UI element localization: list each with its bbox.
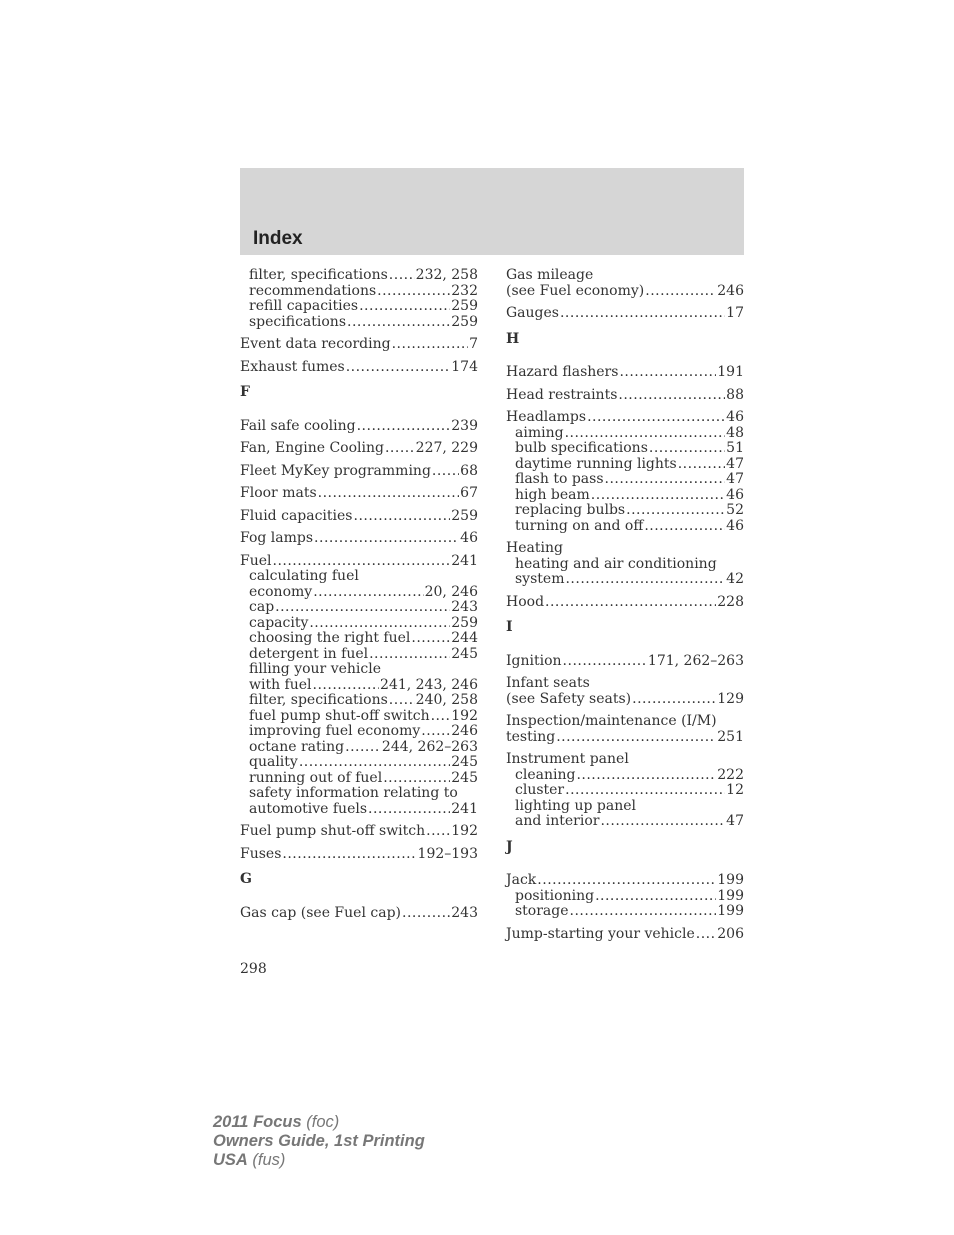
footer xyxy=(213,1113,425,1170)
index-subentry xyxy=(240,771,478,787)
index-term xyxy=(506,692,744,708)
entry-text: bulb specifications xyxy=(515,440,648,456)
entry-text: Event data recording xyxy=(240,336,391,352)
entry-text: Jump-starting your vehicle xyxy=(506,925,695,942)
index-subentry xyxy=(240,299,478,315)
dot-leader xyxy=(432,464,459,480)
index-term xyxy=(506,730,744,746)
page-reference: 192 xyxy=(451,823,478,839)
dot-leader xyxy=(431,709,451,725)
index-entry xyxy=(506,268,744,299)
entry-text: quality xyxy=(249,754,298,770)
entry-text: Headlamps xyxy=(506,409,587,425)
index-subentry xyxy=(240,755,478,771)
index-term xyxy=(506,873,744,889)
dot-leader xyxy=(385,441,415,457)
entry-text: (see Safety seats) xyxy=(506,690,632,707)
entry-text: Fuses xyxy=(240,845,282,862)
entry-text: economy xyxy=(249,583,313,600)
page-reference: 52 xyxy=(726,502,744,518)
index-term xyxy=(506,654,744,670)
dot-leader xyxy=(346,360,451,376)
index-term xyxy=(240,441,478,457)
index-term xyxy=(506,541,744,557)
page-reference: 174 xyxy=(451,358,478,375)
dot-leader xyxy=(632,692,716,708)
index-subentry xyxy=(240,802,478,818)
dot-leader xyxy=(591,488,725,504)
index-subentry xyxy=(506,503,744,519)
dot-leader xyxy=(576,768,716,784)
dot-leader xyxy=(678,457,725,473)
index-term xyxy=(506,595,744,611)
entry-text: daytime running lights xyxy=(515,455,677,472)
index-subentry xyxy=(240,740,478,756)
dot-leader xyxy=(299,755,450,771)
index-term xyxy=(240,509,478,525)
page-reference: 42 xyxy=(726,571,744,587)
index-subentry xyxy=(506,572,744,588)
dot-leader xyxy=(354,509,451,525)
index-entry xyxy=(240,554,478,818)
dot-leader xyxy=(282,847,416,863)
entry-text: Inspection/maintenance (I/M) xyxy=(506,713,717,729)
dot-leader xyxy=(426,824,450,840)
index-term xyxy=(506,306,744,322)
entry-text: filter, specifications xyxy=(249,692,388,708)
page-reference: 47 xyxy=(726,455,744,472)
entry-text: Exhaust fumes xyxy=(240,358,345,375)
index-entry xyxy=(506,676,744,707)
page-reference: 46 xyxy=(726,517,744,534)
entry-text: lighting up panel xyxy=(515,797,636,814)
index-term xyxy=(506,365,744,381)
page-reference: 244, 262–263 xyxy=(381,738,478,755)
entry-text: Head restraints xyxy=(506,386,618,403)
dot-leader xyxy=(560,306,725,322)
entry-text: Infant seats xyxy=(506,675,590,691)
index-subentry xyxy=(240,600,478,616)
entry-text: octane rating xyxy=(249,738,345,755)
index-entry xyxy=(240,268,478,330)
page-reference: 241 xyxy=(451,800,478,817)
index-subentry xyxy=(240,647,478,663)
entry-text: specifications xyxy=(249,313,347,330)
entry-text: calculating fuel xyxy=(249,568,359,584)
entry-text: Fleet MyKey programming xyxy=(240,462,431,479)
page-reference: 47 xyxy=(726,471,744,487)
page-reference: 199 xyxy=(717,887,744,904)
index-letter-heading: J xyxy=(506,838,513,855)
dot-leader xyxy=(556,730,716,746)
entry-text: positioning xyxy=(515,887,595,904)
page-reference: 12 xyxy=(726,782,744,798)
entry-text: heating and air conditioning xyxy=(515,555,717,572)
index-term xyxy=(240,360,478,376)
dot-leader xyxy=(273,554,451,570)
index-subentry xyxy=(240,709,478,725)
entry-text: turning on and off xyxy=(515,517,644,534)
index-entry xyxy=(240,847,478,863)
dot-leader xyxy=(570,904,717,920)
index-subentry xyxy=(240,724,478,740)
dot-leader xyxy=(600,814,725,830)
dot-leader xyxy=(313,585,423,601)
dot-leader xyxy=(565,572,725,588)
index-column-left xyxy=(240,268,478,928)
page-reference: 245 xyxy=(451,769,478,786)
dot-leader xyxy=(357,419,451,435)
entry-text: Floor mats xyxy=(240,485,317,501)
page-reference: 192–193 xyxy=(417,845,478,862)
index-subentry xyxy=(240,616,478,632)
entry-text: Jack xyxy=(506,872,537,888)
dot-leader xyxy=(563,654,647,670)
entry-text: recommendations xyxy=(249,282,377,299)
index-subentry xyxy=(506,768,744,784)
page-reference: 246 xyxy=(717,282,744,299)
page-reference: 259 xyxy=(451,507,478,524)
entry-text: with fuel xyxy=(249,676,312,693)
page-reference: 241, 243, 246 xyxy=(380,676,478,693)
dot-leader xyxy=(565,426,726,442)
index-column-right xyxy=(506,268,744,949)
entry-text: Fan, Engine Cooling xyxy=(240,440,384,456)
index-term xyxy=(240,554,478,570)
dot-leader xyxy=(644,519,725,535)
dot-leader xyxy=(359,299,450,315)
entry-text: Fail safe cooling xyxy=(240,417,356,434)
index-entry xyxy=(240,464,478,480)
page-reference: 88 xyxy=(726,386,744,403)
entry-text: capacity xyxy=(249,614,309,631)
index-entry xyxy=(240,509,478,525)
dot-leader xyxy=(545,595,716,611)
dot-leader xyxy=(537,873,716,889)
entry-text: and interior xyxy=(515,813,600,829)
entry-text: Hazard flashers xyxy=(506,364,619,380)
entry-text: Instrument panel xyxy=(506,751,629,767)
entry-text: cap xyxy=(249,599,275,615)
dot-leader xyxy=(605,472,726,488)
index-term xyxy=(240,464,478,480)
index-subentry xyxy=(506,519,744,535)
page-reference: 199 xyxy=(717,903,744,919)
index-entry xyxy=(506,541,744,588)
index-term xyxy=(506,388,744,404)
page-reference: 129 xyxy=(717,690,744,707)
dot-leader xyxy=(618,388,725,404)
dot-leader xyxy=(345,740,381,756)
page-reference: 17 xyxy=(726,305,744,321)
dot-leader xyxy=(383,771,450,787)
page-reference: 191 xyxy=(717,364,744,380)
page-reference: 246 xyxy=(451,723,478,739)
index-term xyxy=(506,284,744,300)
index-term xyxy=(506,927,744,943)
page-reference: 259 xyxy=(451,313,478,330)
entry-text: Fuel xyxy=(240,552,272,569)
footer-region: USA xyxy=(213,1151,248,1169)
entry-text: aiming xyxy=(515,424,564,441)
page-reference: 245 xyxy=(451,754,478,770)
page-reference: 222 xyxy=(717,766,744,783)
index-entry xyxy=(506,595,744,611)
entry-text: system xyxy=(515,571,565,587)
dot-leader xyxy=(347,315,450,331)
page-reference: 48 xyxy=(726,424,744,441)
index-subentry xyxy=(506,557,744,573)
entry-text: filling your vehicle xyxy=(249,661,381,677)
index-entry xyxy=(240,906,478,922)
index-subentry xyxy=(506,426,744,442)
index-subentry xyxy=(506,783,744,799)
entry-text: replacing bulbs xyxy=(515,502,626,518)
page-reference: 239 xyxy=(451,417,478,434)
entry-text: filter, specifications xyxy=(249,267,388,283)
page-reference: 240, 258 xyxy=(415,692,478,708)
index-subentry xyxy=(506,904,744,920)
index-entry xyxy=(506,927,744,943)
index-entry xyxy=(240,441,478,457)
dot-leader xyxy=(619,365,716,381)
dot-leader xyxy=(389,268,415,284)
index-entry xyxy=(240,360,478,376)
index-entry xyxy=(506,410,744,534)
dot-leader xyxy=(595,889,716,905)
page-reference: 243 xyxy=(451,599,478,615)
dot-leader xyxy=(421,724,450,740)
page-reference: 227, 229 xyxy=(415,440,478,456)
page-reference: 46 xyxy=(460,530,478,546)
page-reference: 232 xyxy=(451,282,478,299)
dot-leader xyxy=(389,693,415,709)
dot-leader xyxy=(369,647,450,663)
entry-text: automotive fuels xyxy=(249,800,368,817)
entry-text: cleaning xyxy=(515,766,576,783)
index-subentry xyxy=(240,585,478,601)
index-entry xyxy=(506,752,744,830)
index-subentry xyxy=(506,488,744,504)
dot-leader xyxy=(275,600,450,616)
index-entry xyxy=(240,486,478,502)
entry-text: Heating xyxy=(506,540,563,556)
index-term xyxy=(506,268,744,284)
entry-text: improving fuel economy xyxy=(249,723,421,739)
page-reference: 171, 262–263 xyxy=(647,652,744,669)
page-reference: 244 xyxy=(451,630,478,646)
index-subentry xyxy=(506,814,744,830)
index-subentry xyxy=(506,889,744,905)
index-term xyxy=(240,486,478,502)
index-entry xyxy=(506,714,744,745)
index-term xyxy=(506,410,744,426)
index-subentry xyxy=(506,472,744,488)
page-reference: 243 xyxy=(451,904,478,921)
index-entry xyxy=(240,824,478,840)
index-entry xyxy=(240,419,478,435)
index-entry xyxy=(506,365,744,381)
footer-model: 2011 Focus xyxy=(213,1113,302,1131)
index-term xyxy=(240,824,478,840)
page-reference: 7 xyxy=(469,336,478,352)
page-reference: 259 xyxy=(451,298,478,314)
index-term xyxy=(506,676,744,692)
index-subentry xyxy=(240,315,478,331)
index-entry xyxy=(240,531,478,547)
dot-leader xyxy=(392,337,468,353)
index-subentry xyxy=(506,441,744,457)
page-reference: 192 xyxy=(451,707,478,724)
index-term xyxy=(240,419,478,435)
entry-text: Fluid capacities xyxy=(240,507,353,524)
index-term xyxy=(240,906,478,922)
entry-text: running out of fuel xyxy=(249,769,383,786)
entry-text: high beam xyxy=(515,486,590,503)
index-entry xyxy=(506,873,744,920)
page-reference: 241 xyxy=(451,552,478,569)
index-term xyxy=(506,714,744,730)
entry-text: fuel pump shut-off switch xyxy=(249,707,430,724)
entry-text: safety information relating to xyxy=(249,785,458,801)
entry-text: storage xyxy=(515,903,569,919)
index-subentry xyxy=(506,799,744,815)
index-term xyxy=(240,847,478,863)
page-reference: 232, 258 xyxy=(415,267,478,283)
index-subentry xyxy=(240,569,478,585)
index-subentry xyxy=(240,678,478,694)
entry-text: Gas cap (see Fuel cap) xyxy=(240,904,401,921)
dot-leader xyxy=(318,486,460,502)
dot-leader xyxy=(309,616,450,632)
index-entry xyxy=(506,654,744,670)
entry-text: (see Fuel economy) xyxy=(506,282,645,299)
footer-guide: Owners Guide, 1st Printing xyxy=(213,1132,425,1150)
index-entry xyxy=(506,306,744,322)
entry-text: Gas mileage xyxy=(506,267,594,283)
entry-text: Hood xyxy=(506,593,545,610)
entry-text: cluster xyxy=(515,782,565,798)
page-reference: 259 xyxy=(451,614,478,631)
entry-text: Ignition xyxy=(506,652,562,669)
index-subentry xyxy=(240,662,478,678)
page-reference: 245 xyxy=(451,645,478,662)
index-letter-heading: F xyxy=(240,384,250,400)
index-term xyxy=(240,337,478,353)
dot-leader xyxy=(626,503,725,519)
dot-leader xyxy=(645,284,716,300)
index-letter-heading: G xyxy=(240,871,252,887)
entry-text: flash to pass xyxy=(515,471,604,487)
dot-leader xyxy=(313,678,380,694)
dot-leader xyxy=(649,441,725,457)
header-band xyxy=(240,168,744,255)
page-title: Index xyxy=(253,228,303,249)
entry-text: Gauges xyxy=(506,305,559,321)
dot-leader xyxy=(314,531,459,547)
page-reference: 206 xyxy=(717,925,744,942)
index-subentry xyxy=(506,457,744,473)
index-subentry xyxy=(240,631,478,647)
entry-text: refill capacities xyxy=(249,298,359,314)
index-subentry xyxy=(240,268,478,284)
dot-leader xyxy=(587,410,725,426)
page-reference: 68 xyxy=(460,462,478,479)
index-term xyxy=(240,531,478,547)
page-number: 298 xyxy=(240,961,267,977)
entry-text: Fuel pump shut-off switch xyxy=(240,823,426,839)
page-reference: 20, 246 xyxy=(424,583,478,600)
entry-text: choosing the right fuel xyxy=(249,630,411,646)
index-letter-heading: I xyxy=(506,619,513,635)
page-reference: 67 xyxy=(460,485,478,501)
index-letter-heading: H xyxy=(506,330,520,347)
index-entry xyxy=(240,337,478,353)
page-reference: 228 xyxy=(717,593,744,610)
page-reference: 47 xyxy=(726,813,744,829)
page-reference: 199 xyxy=(717,872,744,888)
index-subentry xyxy=(240,693,478,709)
dot-leader xyxy=(696,927,716,943)
dot-leader xyxy=(368,802,450,818)
index-subentry xyxy=(240,786,478,802)
footer-region-code: (fus) xyxy=(247,1151,286,1169)
entry-text: Fog lamps xyxy=(240,530,314,546)
entry-text: detergent in fuel xyxy=(249,645,369,662)
dot-leader xyxy=(402,906,450,922)
dot-leader xyxy=(377,284,450,300)
page-reference: 46 xyxy=(726,486,744,503)
page-reference: 251 xyxy=(717,728,744,745)
page-reference: 51 xyxy=(726,440,744,456)
footer-model-code: (foc) xyxy=(301,1113,340,1131)
page-reference: 46 xyxy=(726,409,744,425)
index-entry xyxy=(506,388,744,404)
index-term xyxy=(506,752,744,768)
index-subentry xyxy=(240,284,478,300)
dot-leader xyxy=(411,631,450,647)
dot-leader xyxy=(565,783,725,799)
entry-text: testing xyxy=(506,728,556,745)
